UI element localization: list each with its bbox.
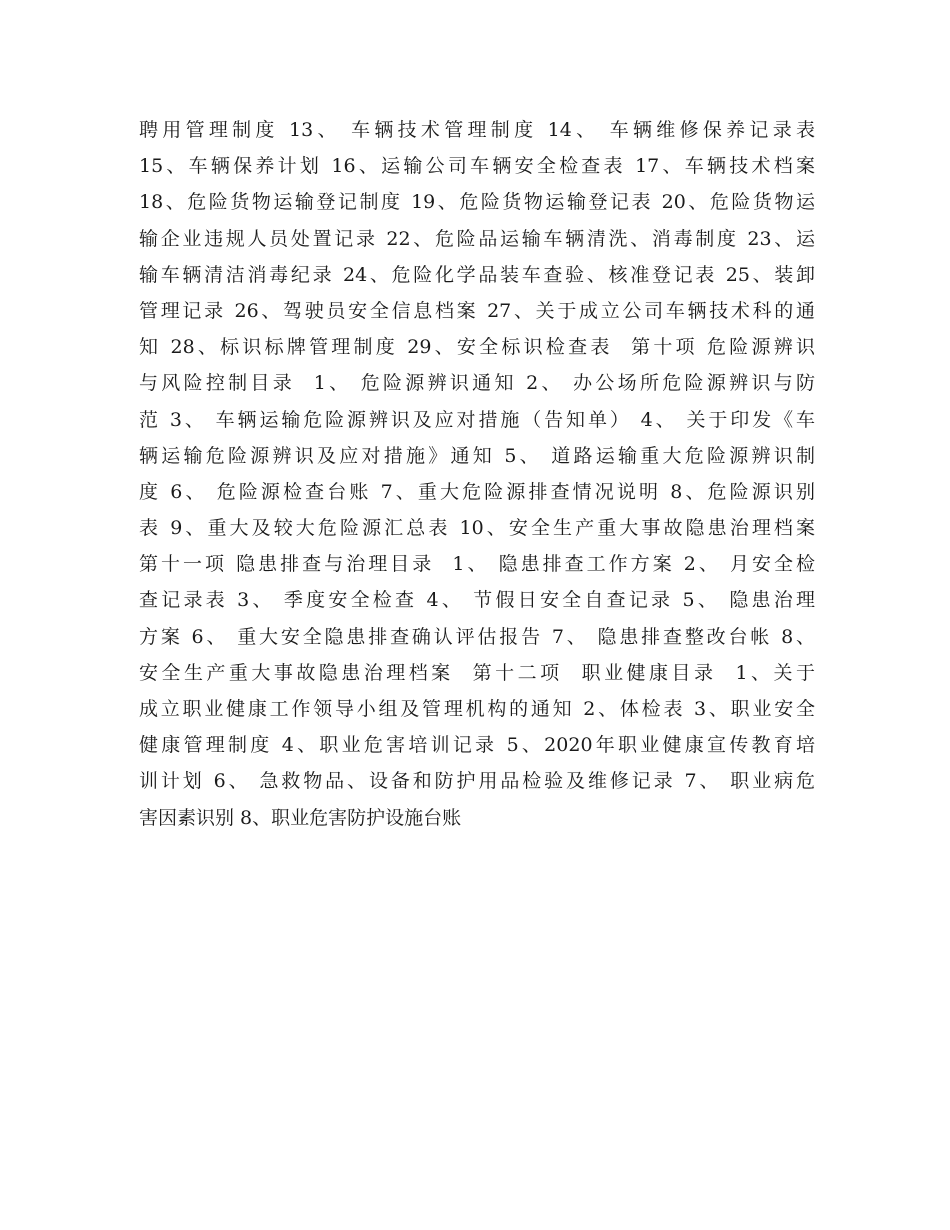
text-line: 成立职业健康工作领导小组及管理机构的通知 2、体检表 3、职业安全 xyxy=(139,698,815,720)
text-line: 与风险控制目录 1、 危险源辨识通知 2、 办公场所危险源辨识与防 xyxy=(139,372,815,395)
text-line: 健康管理制度 4、职业危害培训记录 5、2020年职业健康宣传教育培 xyxy=(139,734,815,757)
text-line: 知 28、标识标牌管理制度 29、安全标识检查表 第十项 危险源辨识 xyxy=(139,336,815,359)
text-line: 范 3、 车辆运输危险源辨识及应对措施（告知单） 4、 关于印发《车 xyxy=(139,408,815,431)
text-line: 第十一项 隐患排查与治理目录 1、 隐患排查工作方案 2、 月安全检 xyxy=(139,553,815,576)
text-line: 聘用管理制度 13、 车辆技术管理制度 14、 车辆维修保养记录表 xyxy=(139,119,815,141)
text-line: 18、危险货物运输登记制度 19、危险货物运输登记表 20、危险货物运 xyxy=(139,191,815,214)
text-line: 方案 6、 重大安全隐患排查确认评估报告 7、 隐患排查整改台帐 8、 xyxy=(139,625,815,648)
text-line: 训计划 6、 急救物品、设备和防护用品检验及维修记录 7、 职业病危 xyxy=(139,770,815,793)
text-line: 表 9、重大及较大危险源汇总表 10、安全生产重大事故隐患治理档案 xyxy=(139,517,815,540)
text-line: 度 6、 危险源检查台账 7、重大危险源排查情况说明 8、危险源识别 xyxy=(139,480,815,503)
text-line: 15、车辆保养计划 16、运输公司车辆安全检查表 17、车辆技术档案 xyxy=(139,155,815,178)
text-line: 辆运输危险源辨识及应对措施》通知 5、 道路运输重大危险源辨识制 xyxy=(139,444,815,467)
text-line: 输企业违规人员处置记录 22、危险品运输车辆清洗、消毒制度 23、运 xyxy=(139,227,815,250)
text-line: 安全生产重大事故隐患治理档案 第十二项 职业健康目录 1、关于 xyxy=(139,661,815,684)
text-line: 害因素识别 8、职业危害防护设施台账 xyxy=(139,806,462,829)
text-line: 管理记录 26、驾驶员安全信息档案 27、关于成立公司车辆技术科的通 xyxy=(139,299,815,322)
text-line: 输车辆清洁消毒纪录 24、危险化学品装车查验、核准登记表 25、装卸 xyxy=(139,263,815,286)
text-line: 查记录表 3、 季度安全检查 4、 节假日安全自查记录 5、 隐患治理 xyxy=(139,589,815,612)
body-text xyxy=(139,112,815,836)
